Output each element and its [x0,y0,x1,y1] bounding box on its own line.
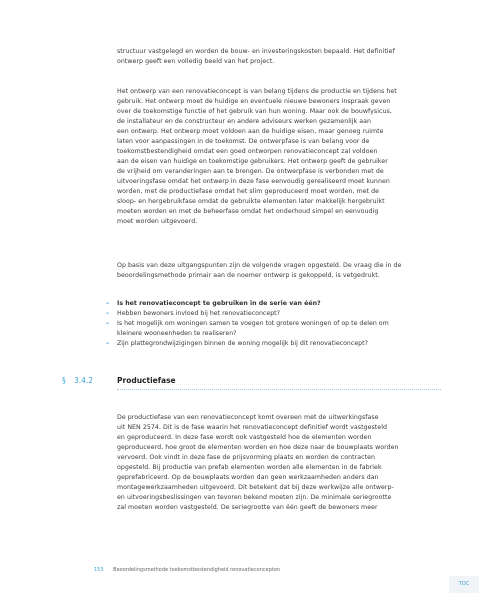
question-text: Is het mogelijk om woningen samen te voegen tot grotere woningen of op te delen om [117,320,389,327]
text-line: Op basis van deze uitgangspunten zijn de volgende vragen opgesteld. De vraag die in de [117,262,402,269]
text-line: aan de eisen van huidige en toekomstige gebruikers. Het ontwerp geeft de gebruiker [117,158,388,165]
section-title: Productiefase [117,376,176,385]
dash-bullet-icon: – [106,320,110,327]
section-number: 3.4.2 [74,376,94,385]
text-line: en geproduceerd. In deze fase wordt ook vastgesteld hoe de elementen worden [117,434,372,441]
list-item [106,309,446,319]
text-line: worden, met de productiefase omdat het slim geproduceerd moet worden, met de [117,188,380,195]
text-line: ontwerp geeft een volledig beeld van het project. [117,58,275,65]
list-item [106,339,446,349]
text-line: toekomstbestendigheid omdat een goed ontworpen renovatieconcept zal voldoen [117,148,378,155]
text-line: over de toekomstige functie of het gebruik van hun woning. Maar ook de bouwfysicus, [117,108,392,115]
text-line: een ontwerp. Het ontwerp moet voldoen aan de huidige eisen, maar genoeg ruimte [117,128,384,135]
text-line: moet worden uitgevoerd. [117,218,198,225]
text-line: moeten worden en met de beheerfase omdat het onderhoud simpel en eenvoudig [117,208,379,215]
text-line: structuur vastgelegd en worden de bouw- en investeringskosten bepaald. Het definitief [117,48,395,55]
dash-bullet-icon: – [106,300,110,307]
toc-button[interactable]: TOC [449,576,479,593]
text-line: gebruik. Het ontwerp moet de huidige en eventuele nieuwe bewoners inspraak geven [117,98,391,105]
dash-bullet-icon: – [106,310,110,317]
question-text: Is het renovatieconcept te gebruiken in de serie van één? [117,300,321,307]
question-text: Hebben bewoners invloed bij het renovatieconcept? [117,310,280,317]
question-text: Zijn plattegrondwijzigingen binnen de woning mogelijk bij dit renovatieconcept? [117,340,368,347]
text-line: de vrijheid om veranderingen aan te brengen. De ontwerpfase is verbonden met de [117,168,384,175]
text-line: en uitvoeringsbeslissingen van tevoren bekend moeten zijn. De minimale seriegrootte [117,494,392,501]
text-line: Het ontwerp van een renovatieconcept is van belang tijdens de productie en tijdens het [117,88,397,95]
text-line: uitvoeringsfase omdat het ontwerp in deze fase eenvoudig gerealiseerd moet kunnen [117,178,390,185]
text-line: beoordelingsmethode primair aan de noemer ontwerp is gekoppeld, is vetgedrukt. [117,272,380,279]
text-line: De productiefase van een renovatieconcept komt overeen met de uitwerkingsfase [117,414,379,421]
document-title: Beoordelingsmethode toekomstbestendigheid renovatieconcepten [113,567,281,573]
section-symbol: § [62,376,66,385]
text-line: de installateur en de constructeur en andere adviseurs werken gezamenlijk aan [117,118,372,125]
text-line: laten voor aanpassingen in de toekomst. De ontwerpfase is van belang voor de [117,138,370,145]
text-line: zal moeten worden vastgesteld. De seriegrootte van één geeft de bewoners meer [117,504,378,511]
text-line: montagewerkzaamheden uitgevoerd. Dit betekent dat bij deze werkwijze alle ontwerp- [117,484,394,491]
questions-intro-paragraph [117,261,437,281]
question-text: kleinere wooneenheden te realiseren? [117,330,237,337]
text-line: sloop- en hergebruikfase omdat de gebruikte elementen later makkelijk hergebruikt [117,198,385,205]
intro-paragraph [117,47,437,67]
section-divider [117,389,441,390]
section-heading [62,373,442,389]
text-line: geproduceerd, hoe groot de elementen worden en hoe deze naar de bouwplaats worden [117,444,399,451]
production-phase-paragraph [117,413,437,513]
list-item [106,319,446,339]
page-number: 153 [94,567,104,573]
text-line: vervoerd. Ook vindt in deze fase de prijsvorming plaats en worden de contracten [117,454,376,461]
text-line: geprefabriceerd. Op de bouwplaats worden dan geen werkzaamheden anders dan [117,474,379,481]
page-footer [94,567,280,573]
dash-bullet-icon: – [106,340,110,347]
question-list [106,299,446,349]
text-line: uit NEN 2574. Dit is de fase waarin het renovatieconcept definitief wordt vastgesteld [117,424,388,431]
text-line: opgesteld. Bij productie van prefab elementen worden alle elementen in de fabriek [117,464,382,471]
list-item [106,299,446,309]
design-phase-paragraph [117,87,437,227]
